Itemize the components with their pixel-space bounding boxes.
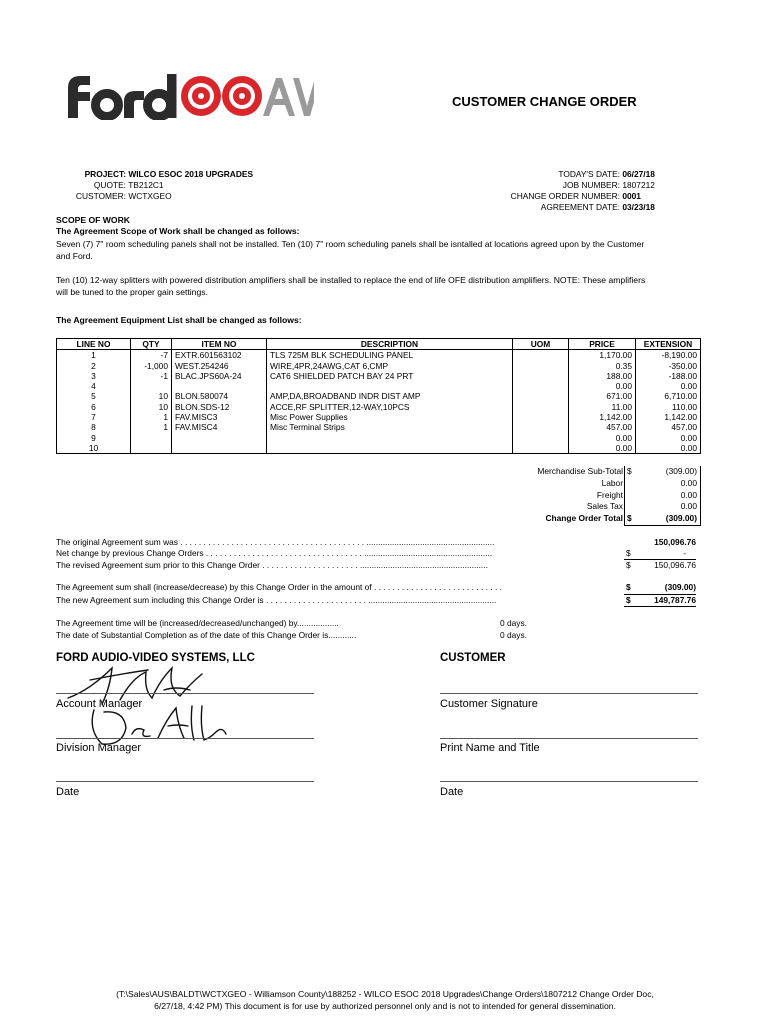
totals-row <box>480 501 700 512</box>
cell-price: 0.35 <box>569 361 636 371</box>
cell-item-no <box>172 443 267 454</box>
totals-value-cell <box>624 501 701 513</box>
change-amount-label: The Agreement sum shall (increase/decrease) by this Change Order in the amount of . . . . . . . . . . . . . . . . . . . . . . . . . . . . <box>56 582 502 592</box>
cell-description <box>267 443 513 454</box>
totals-value-cell <box>624 478 701 490</box>
ford-av-logo <box>64 72 314 120</box>
cell-price: 671.00 <box>569 391 636 401</box>
cell-description: Misc Power Supplies <box>267 412 513 422</box>
cell-item-no: EXTR.601563102 <box>172 350 267 361</box>
new-sum-value: 149,787.76 <box>654 595 696 605</box>
cell-description: ACCE,RF SPLITTER,12-WAY,10PCS <box>267 402 513 412</box>
cell-extension: 110.00 <box>636 402 701 412</box>
footer-path: (T:\Sales\AUS\BALDT\WCTXGEO - Williamson County\188252 - WILCO ESOC 2018 Upgrades\Change Orders\1807212 Change Order Doc, <box>116 989 654 999</box>
cell-uom <box>513 391 569 401</box>
cell-uom <box>513 412 569 422</box>
cell-line-no: 5 <box>57 391 131 401</box>
project-value: WILCO ESOC 2018 UPGRADES <box>128 169 254 179</box>
cell-line-no: 8 <box>57 422 131 432</box>
col-header-extension: EXTENSION <box>636 339 701 350</box>
change-order-number-label: CHANGE ORDER NUMBER: <box>510 191 620 201</box>
job-number-label: JOB NUMBER: <box>562 180 620 190</box>
totals-value-cell <box>624 490 701 502</box>
cell-line-no: 4 <box>57 381 131 391</box>
customer-print-name-line <box>440 738 698 739</box>
cell-line-no: 7 <box>57 412 131 422</box>
equipment-list-heading: The Agreement Equipment List shall be changed as follows: <box>56 315 302 325</box>
totals-value: 0.00 <box>680 501 697 512</box>
cell-extension: 6,710.00 <box>636 391 701 401</box>
net-change-label: Net change by previous Change Orders . . . . . . . . . . . . . . . . . . . . . . . . . . . . . . . . . . ....................................................... <box>56 548 493 558</box>
scope-paragraph-2-line-1: Ten (10) 12-way splitters with powered distribution amplifiers shall be installed to replace the end of life OFE distribution amplifiers. NOTE: These amplifiers <box>56 275 646 285</box>
cell-item-no: BLON.580074 <box>172 391 267 401</box>
revised-sum-symbol: $ <box>626 560 631 570</box>
scope-paragraph-2-line-2: will be tuned to the proper gain settings. <box>56 287 208 297</box>
customer-value: WCTXGEO <box>128 191 172 201</box>
totals-value-cell <box>624 466 701 478</box>
cell-qty <box>131 443 172 454</box>
cell-price: 11.00 <box>569 402 636 412</box>
table-row <box>57 402 701 412</box>
cell-line-no: 1 <box>57 350 131 361</box>
col-header-description: DESCRIPTION <box>267 339 513 350</box>
quote-value: TB212C1 <box>128 180 164 190</box>
cell-item-no: FAV.MISC4 <box>172 422 267 432</box>
cell-qty <box>131 381 172 391</box>
totals-row <box>480 466 700 477</box>
project-label: PROJECT: <box>84 169 126 179</box>
cell-extension: 0.00 <box>636 381 701 391</box>
cell-uom <box>513 402 569 412</box>
cell-extension: -188.00 <box>636 371 701 381</box>
cell-qty: 1 <box>131 412 172 422</box>
cell-uom <box>513 350 569 361</box>
revised-sum-value: 150,096.76 <box>654 560 696 570</box>
totals-label: Freight <box>596 489 623 500</box>
document-title: CUSTOMER CHANGE ORDER <box>452 94 637 109</box>
cell-description: Misc Terminal Strips <box>267 422 513 432</box>
cell-item-no: WEST.254246 <box>172 361 267 371</box>
cell-extension: -8,190.00 <box>636 350 701 361</box>
cell-price: 1,170.00 <box>569 350 636 361</box>
job-number-value: 1807212 <box>622 180 655 190</box>
cell-extension: -350.00 <box>636 361 701 371</box>
new-sum-symbol: $ <box>626 595 631 605</box>
cell-uom <box>513 371 569 381</box>
cell-description: CAT6 SHIELDED PATCH BAY 24 PRT <box>267 371 513 381</box>
original-sum-value: 150,096.76 <box>654 537 696 547</box>
cell-line-no: 10 <box>57 443 131 454</box>
cell-line-no: 3 <box>57 371 131 381</box>
cell-uom <box>513 422 569 432</box>
cell-item-no: BLON.SDS-12 <box>172 402 267 412</box>
col-header-uom: UOM <box>513 339 569 350</box>
cell-uom <box>513 443 569 454</box>
table-header-row <box>57 339 701 350</box>
agreement-date-value: 03/23/18 <box>622 202 655 212</box>
totals-label: Labor <box>601 477 623 488</box>
cell-extension: 457.00 <box>636 422 701 432</box>
cell-price: 188.00 <box>569 371 636 381</box>
cell-line-no: 2 <box>57 361 131 371</box>
change-amount-value: (309.00) <box>664 582 696 592</box>
table-row <box>57 371 701 381</box>
company-name: FORD AUDIO-VIDEO SYSTEMS, LLC <box>56 652 255 664</box>
totals-value-cell <box>624 513 701 526</box>
totals-currency-symbol: $ <box>627 466 632 476</box>
cell-description <box>267 381 513 391</box>
change-order-number-value: 0001 <box>622 191 641 201</box>
division-manager-label: Division Manager <box>56 742 141 754</box>
table-row <box>57 433 701 443</box>
account-manager-label: Account Manager <box>56 698 143 710</box>
cell-extension: 1,142.00 <box>636 412 701 422</box>
totals-value: (309.00) <box>665 466 697 476</box>
col-header-price: PRICE <box>569 339 636 350</box>
customer-date-label: Date <box>440 786 464 798</box>
totals-value: (309.00) <box>665 513 697 524</box>
scope-paragraph-1-line-1: Seven (7) 7" room scheduling panels shall not be installed. Ten (10) 7" room scheduling panels shall be isntalled at locations agreed upon by the Customer <box>56 239 645 249</box>
cell-item-no <box>172 433 267 443</box>
agreement-date-label: AGREEMENT DATE: <box>540 202 620 212</box>
table-row <box>57 381 701 391</box>
scope-subheading: The Agreement Scope of Work shall be changed as follows: <box>56 226 300 236</box>
totals-row <box>480 513 700 524</box>
cell-description: TLS 725M BLK SCHEDULING PANEL <box>267 350 513 361</box>
project-info <box>60 169 280 209</box>
date-label: TODAY'S DATE: <box>558 169 620 179</box>
col-header-qty: QTY <box>131 339 172 350</box>
table-row <box>57 350 701 361</box>
net-change-symbol: $ <box>626 548 631 558</box>
cell-item-no: FAV.MISC3 <box>172 412 267 422</box>
table-row <box>57 443 701 454</box>
table-row <box>57 412 701 422</box>
cell-qty: 10 <box>131 391 172 401</box>
cell-qty: -7 <box>131 350 172 361</box>
change-amount-symbol: $ <box>626 582 631 592</box>
company-date-label: Date <box>56 786 80 798</box>
division-manager-signature-line <box>56 738 314 739</box>
cell-item-no: BLAC.JPS60A-24 <box>172 371 267 381</box>
equipment-table <box>56 338 701 454</box>
table-row <box>57 422 701 432</box>
cell-description: AMP,DA,BROADBAND INDR DIST AMP <box>267 391 513 401</box>
completion-date-value: 0 days. <box>500 630 528 640</box>
cell-description: WIRE,4PR,24AWG,CAT 6,CMP <box>267 361 513 371</box>
cell-uom <box>513 381 569 391</box>
table-row <box>57 361 701 371</box>
totals-label: Change Order Total <box>545 513 623 524</box>
cell-uom <box>513 433 569 443</box>
time-change-value: 0 days. <box>500 618 528 628</box>
cell-qty: 10 <box>131 402 172 412</box>
totals-row <box>480 490 700 501</box>
job-info <box>470 169 688 215</box>
cell-line-no: 6 <box>57 402 131 412</box>
quote-label: QUOTE: <box>93 180 126 190</box>
net-change-value: - <box>683 548 686 558</box>
table-row <box>57 391 701 401</box>
totals-value: 0.00 <box>680 489 697 500</box>
cell-qty: -1,000 <box>131 361 172 371</box>
cell-qty: 1 <box>131 422 172 432</box>
col-header-item-no: ITEM NO <box>172 339 267 350</box>
customer-label: CUSTOMER: <box>75 191 126 201</box>
company-date-line <box>56 781 314 782</box>
original-sum-label: The original Agreement sum was . . . . . . . . . . . . . . . . . . . . . . . . . . . . . . . . . . . . . . . . ....................................................... <box>56 537 495 547</box>
footer-disclaimer: 6/27/18, 4:42 PM) This document is for use by authorized personnel only and is not to intended for general dissemination. <box>154 1001 616 1011</box>
completion-date-label: The date of Substantial Completion as of the date of this Change Order is............ <box>56 630 357 640</box>
cell-line-no: 9 <box>57 433 131 443</box>
totals-label: Merchandise Sub-Total <box>537 466 623 476</box>
cell-price: 1,142.00 <box>569 412 636 422</box>
cell-extension: 0.00 <box>636 443 701 454</box>
customer-heading: CUSTOMER <box>440 652 506 664</box>
new-sum-label: The new Agreement sum including this Change Order is . . . . . . . . . . . . . . . . . . . . . . ....................................................... <box>56 595 497 605</box>
new-sum-rule-bottom <box>624 606 696 607</box>
cell-extension: 0.00 <box>636 433 701 443</box>
cell-price: 0.00 <box>569 443 636 454</box>
revised-sum-label: The revised Agreement sum prior to this Change Order . . . . . . . . . . . . . . . . . . . . . ....................................................... <box>56 560 488 570</box>
time-change-label: The Agreement time will be (increased/decreased/unchanged) by.................. <box>56 618 339 628</box>
cell-qty: -1 <box>131 371 172 381</box>
totals-currency-symbol: $ <box>627 513 632 524</box>
cell-item-no <box>172 381 267 391</box>
scope-paragraph-1-line-2: and Ford. <box>56 251 93 261</box>
cell-qty <box>131 433 172 443</box>
cell-uom <box>513 361 569 371</box>
customer-print-name-label: Print Name and Title <box>440 742 540 754</box>
cell-price: 457.00 <box>569 422 636 432</box>
date-value: 06/27/18 <box>622 169 655 179</box>
totals-value: 0.00 <box>680 477 697 488</box>
totals-row <box>480 478 700 489</box>
cell-price: 0.00 <box>569 381 636 391</box>
cell-price: 0.00 <box>569 433 636 443</box>
customer-signature-line <box>440 693 698 694</box>
col-header-line-no: LINE NO <box>57 339 131 350</box>
scope-heading: SCOPE OF WORK <box>56 215 131 225</box>
account-manager-signature-line <box>56 693 314 694</box>
customer-signature-label: Customer Signature <box>440 698 538 710</box>
cell-description <box>267 433 513 443</box>
totals-label: Sales Tax <box>586 501 623 512</box>
customer-date-line <box>440 781 698 782</box>
